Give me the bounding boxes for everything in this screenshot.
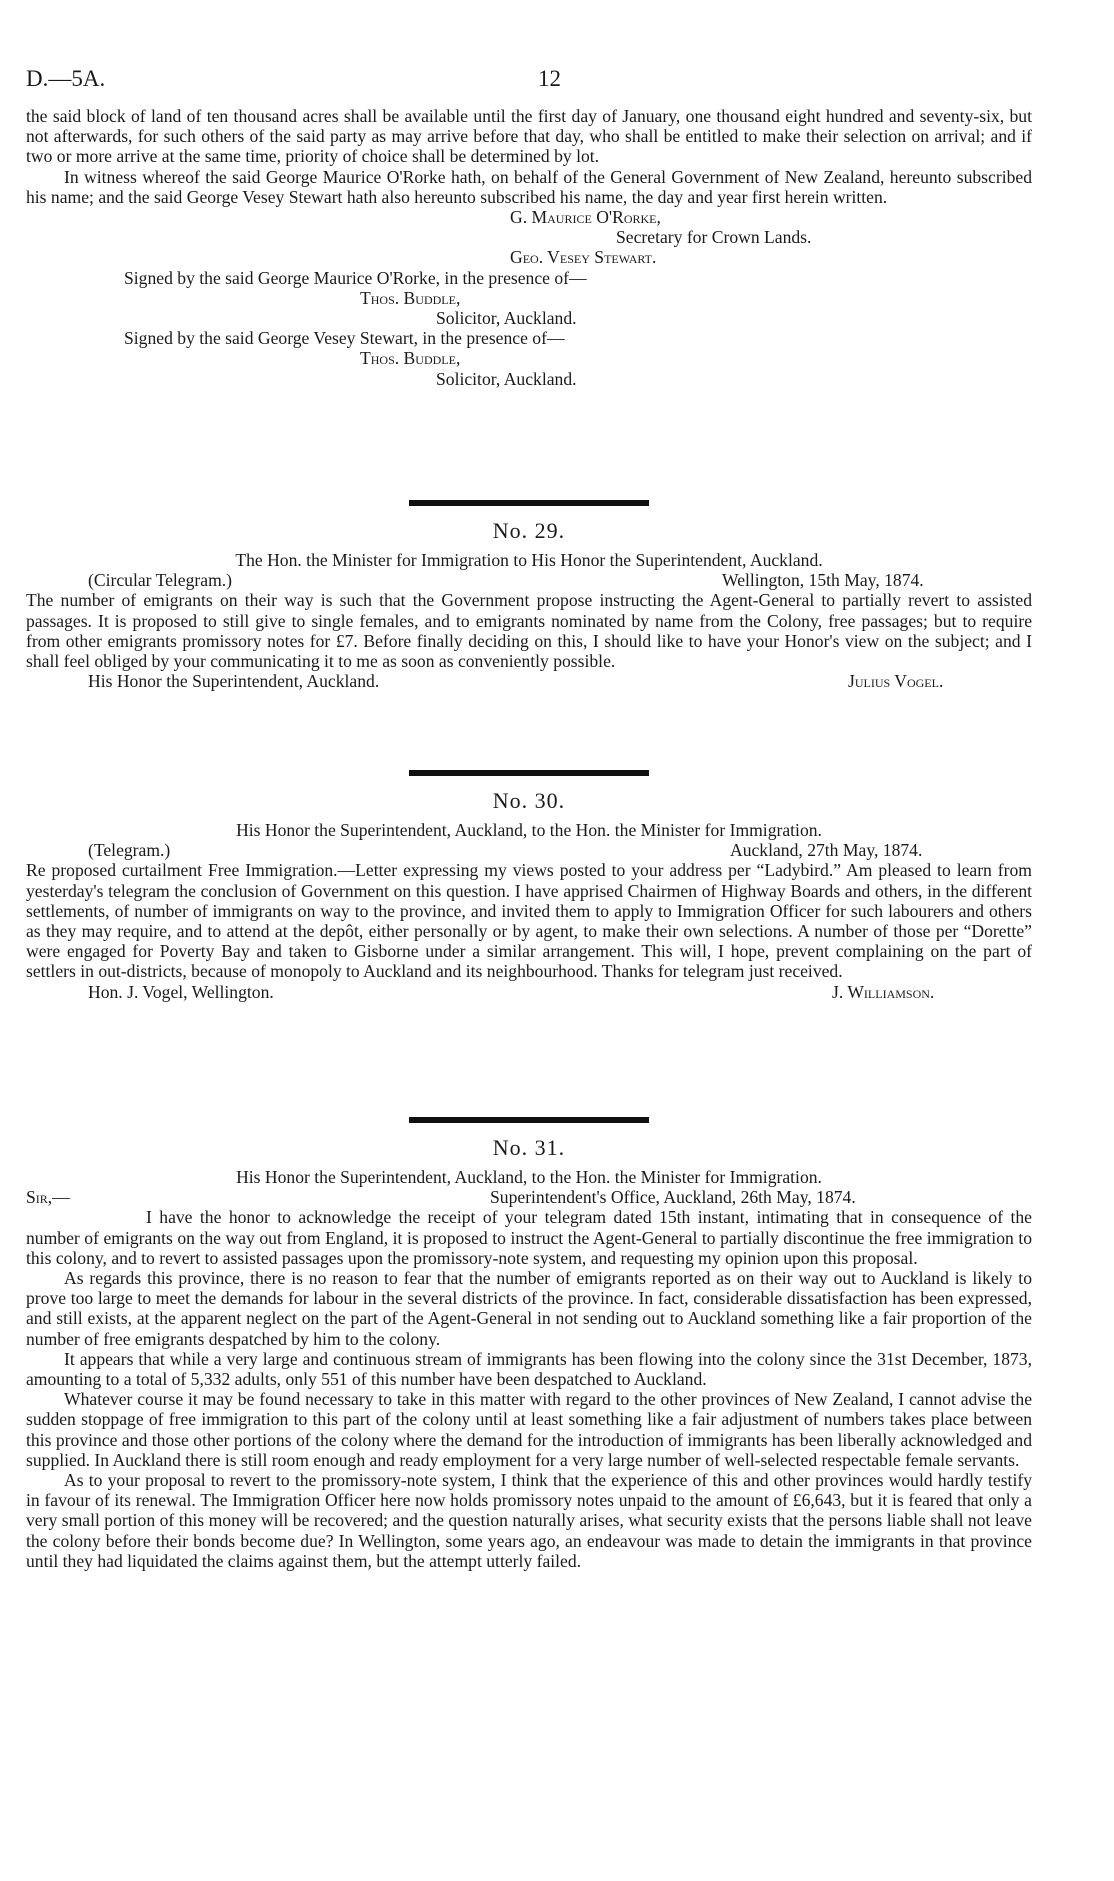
- message-body: Re proposed curtailment Free Immigration.—Letter expressing my views posted to your address per “Ladybird.” Am pleased to learn from yesterday's telegram the conclusion of Government on this question. I have apprised Chairmen of Highway Boards and others, in the different settlements, of number of immigrants on way to the province, and invited them to apply to Immigration Officer for such labourers and others as they may require, and to attend at the depôt, either personally or by agent, to make their own selections. A number of those per “Dorette” were engaged for Poverty Bay and taken to Gisborne under a similar arrangement. This will, I hope, prevent complaining on the part of settlers in out-districts, because of monopoly to Auckland and its neighbourhood. Thanks for telegram just received.: [26, 860, 1032, 982]
- witness-line: [26, 328, 1032, 348]
- page-number: 12: [538, 66, 561, 91]
- signature: J. Williamson.: [832, 981, 935, 1002]
- letter-paragraph: I have the honor to acknowledge the receipt of your telegram dated 15th instant, intimating that in consequence of the number of emigrants on the way out from England, it is proposed to instruct the Agent-General to partially discontinue the free immigration to this colony, and to revert to assisted passages upon the promissory-note system, and requesting my opinion upon this proposal.: [26, 1207, 1032, 1268]
- signature-line: [26, 247, 1032, 267]
- message-body: The number of emigrants on their way is such that the Government propose instructing the Agent-General to partially revert to assisted passages. It is proposed to still give to single females, and to emigrants nominated by name from the Colony, free passages; but to require from other emigrants promissory notes for £7. Before finally deciding on this, I should like to have your Honor's view on the subject; and I shall feel obliged by your communicating it to me as soon as conveniently possible.: [26, 590, 1032, 671]
- agreement-paragraph: the said block of land of ten thousand acres shall be available until the first day of January, one thousand eight hundred and seventy-six, but not afterwards, for such others of the said party as may arrive before that day, who shall be entitled to make their selection on arrival; and if two or more arrive at the same time, priority of choice shall be determined by lot.: [26, 106, 1032, 167]
- signatory-name: G. Maurice O'Rorke,: [510, 207, 661, 228]
- witness-statement: Signed by the said George Vesey Stewart, in the presence of—: [124, 328, 565, 349]
- salutation: Sir,—: [26, 1187, 70, 1208]
- section-divider: [409, 500, 649, 506]
- telegram-meta: [26, 570, 1032, 590]
- section-divider: [409, 770, 649, 776]
- section-route: His Honor the Superintendent, Auckland, to the Hon. the Minister for Immigration.: [236, 1167, 822, 1187]
- witness-line: [26, 268, 1032, 288]
- witness-title: Solicitor, Auckland.: [436, 307, 577, 328]
- witness-name: Thos. Buddle,: [360, 348, 461, 369]
- letter-paragraph: As regards this province, there is no reason to fear that the number of emigrants reported as on their way out to Auckland is likely to prove too large to meet the demands for labour in the several districts of the province. In fact, considerable dissatisfaction has been expressed, and still exists, at the apparent neglect on the part of the Agent-General in not sending out to Auckland something like a fair proportion of the number of free emigrants despatched by him to the colony.: [26, 1268, 1032, 1349]
- agreement-continuation: [26, 106, 1032, 389]
- letter-paragraph: Whatever course it may be found necessary to take in this matter with regard to the other provinces of New Zealand, I cannot advise the sudden stoppage of free immigration to this part of the colony until at least something like a fair adjustment of numbers takes place between this province and those other portions of the colony where the demand for the introduction of immigrants has been liberally acknowledged and supplied. In Auckland there is still room enough and ready employment for a very large number of well-selected respectable female servants.: [26, 1389, 1032, 1470]
- section-no-30: [26, 770, 1032, 1002]
- section-no-29: [26, 500, 1032, 691]
- message-date: Auckland, 27th May, 1874.: [730, 840, 923, 861]
- message-type: (Circular Telegram.): [88, 570, 233, 591]
- addressee: His Honor the Superintendent, Auckland.: [88, 671, 380, 692]
- document-reference: D.—5A.: [26, 66, 106, 91]
- section-no-31: [26, 1117, 1032, 1571]
- signature-line: [26, 207, 1032, 227]
- section-divider: [409, 1117, 649, 1123]
- letter-date: Superintendent's Office, Auckland, 26th May, 1874.: [490, 1187, 856, 1208]
- section-route: The Hon. the Minister for Immigration to His Honor the Superintendent, Auckland.: [235, 550, 823, 570]
- signature-title-line: [26, 227, 1032, 247]
- section-heading: No. 31.: [492, 1135, 566, 1160]
- closing-line: [26, 671, 1032, 691]
- telegram-meta: [26, 840, 1032, 860]
- closing-line: [26, 982, 1032, 1002]
- witness-title: Solicitor, Auckland.: [436, 368, 577, 389]
- section-route: His Honor the Superintendent, Auckland, to the Hon. the Minister for Immigration.: [236, 820, 822, 840]
- section-heading: No. 30.: [492, 788, 566, 813]
- signature: Julius Vogel.: [848, 671, 944, 692]
- message-date: Wellington, 15th May, 1874.: [722, 570, 924, 591]
- addressee: Hon. J. Vogel, Wellington.: [88, 981, 274, 1002]
- witness-title-line: [26, 308, 1032, 328]
- witness-name-line: [26, 348, 1032, 368]
- section-heading: No. 29.: [492, 518, 566, 543]
- witness-name-line: [26, 288, 1032, 308]
- letter-paragraph: As to your proposal to revert to the promissory-note system, I think that the experience of this and other provinces would hardly testify in favour of its renewal. The Immigration Officer here now holds promissory notes unpaid to the amount of £6,643, but it is feared that only a very small portion of this money will be recovered; and the question naturally arises, what security exists that the persons liable shall not leave the colony before their bonds become due? In Wellington, some years ago, an endeavour was made to detain the immigrants in that province until they had liquidated the claims against them, but the attempt utterly failed.: [26, 1470, 1032, 1571]
- witness-paragraph: In witness whereof the said George Maurice O'Rorke hath, on behalf of the General Government of New Zealand, hereunto subscribed his name; and the said George Vesey Stewart hath also hereunto subscribed his name, the day and year first herein written.: [26, 166, 1032, 207]
- witness-name: Thos. Buddle,: [360, 287, 461, 308]
- letter-paragraph: It appears that while a very large and continuous stream of immigrants has been flowing into the colony since the 31st December, 1873, amounting to a total of 5,332 adults, only 551 of this number have been despatched to Auckland.: [26, 1348, 1032, 1390]
- signatory-name: Geo. Vesey Stewart.: [510, 247, 657, 268]
- message-type: (Telegram.): [88, 840, 171, 861]
- signatory-title: Secretary for Crown Lands.: [616, 227, 812, 248]
- witness-title-line: [26, 369, 1032, 389]
- witness-statement: Signed by the said George Maurice O'Rorke, in the presence of—: [124, 267, 587, 288]
- letter-meta: [26, 1187, 1032, 1207]
